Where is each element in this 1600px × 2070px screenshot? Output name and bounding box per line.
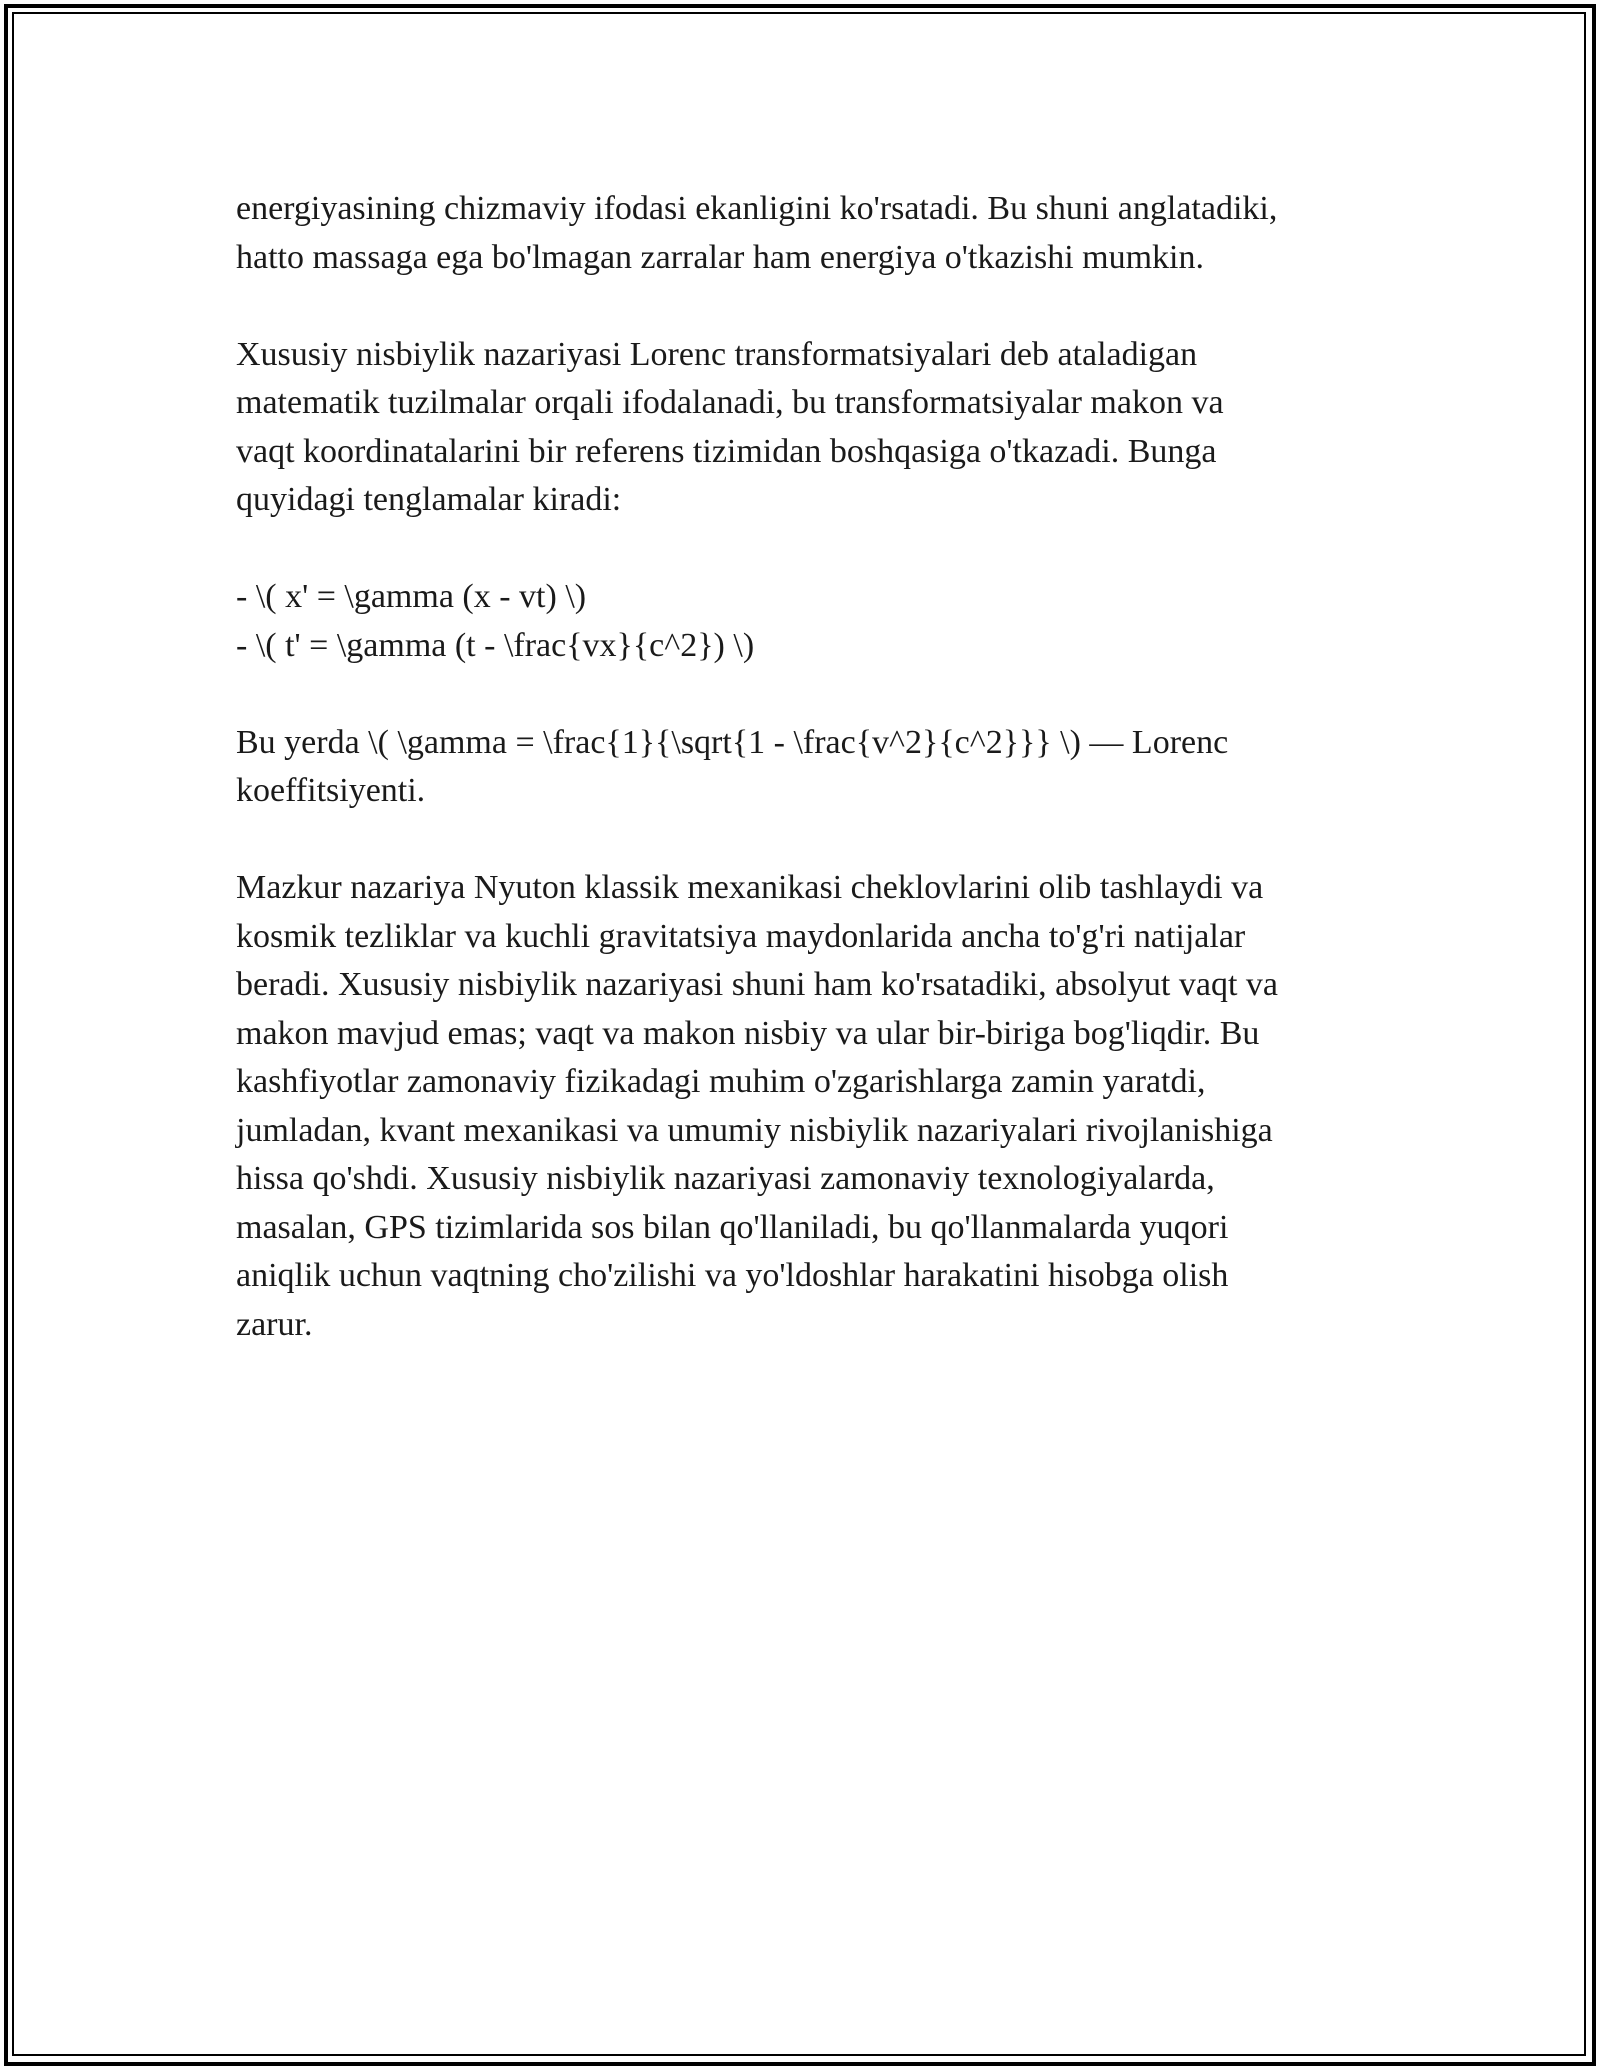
paragraph-energy: energiyasining chizmaviy ifodasi ekanligini ko'rsatadi. Bu shuni anglatadiki, hatto massaga ega bo'lmagan zarralar ham energiya o'tkazishi mumkin.: [236, 190, 1278, 276]
equation-list: [236, 573, 1366, 670]
equation-x-prime: - \( x' = \gamma (x - vt) \): [236, 578, 587, 615]
equation-t-prime: - \( t' = \gamma (t - \frac{vx}{c^2}) \): [236, 626, 755, 664]
paragraph-gamma-definition: Bu yerda \( \gamma = \frac{1}{\sqrt{1 - \frac{v^2}{c^2}}} \) — Lorenc koeffitsiyenti.: [236, 723, 1229, 809]
paragraph-conclusion: Mazkur nazariya Nyuton klassik mexanikasi cheklovlarini olib tashlaydi va kosmik tezliklar va kuchli gravitatsiya maydonlarida ancha to'g'ri natijalar beradi. Xususiy nisbiylik nazariyasi shuni ham ko'rsatadiki, absolyut vaqt va makon mavjud emas; vaqt va makon nisbiy va ular bir-biriga bog'liqdir. Bu kashfiyotlar zamonaviy fizikadagi muhim o'zgarishlarga zamin yaratdi, jumladan, kvant mexanikasi va umumiy nisbiylik nazariyalari rivojlanishiga hissa qo'shdi. Xususiy nisbiylik nazariyasi zamonaviy texnologiyalarda, masalan, GPS tizimlarida sos bilan qo'llaniladi, bu qo'llanmalarda yuqori aniqlik uchun vaqtning cho'zilishi va yo'ldoshlar harakatini hisobga olish zarur.: [236, 869, 1278, 1343]
document-body: [236, 185, 1366, 1398]
paragraph-lorentz-intro: Xususiy nisbiylik nazariyasi Lorenc transformatsiyalari deb ataladigan matematik tuzilmalar orqali ifodalanadi, bu transformatsiyalar makon va vaqt koordinatalarini bir referens tizimidan boshqasiga o'tkazadi. Bunga quyidagi tenglamalar kiradi:: [236, 335, 1224, 518]
